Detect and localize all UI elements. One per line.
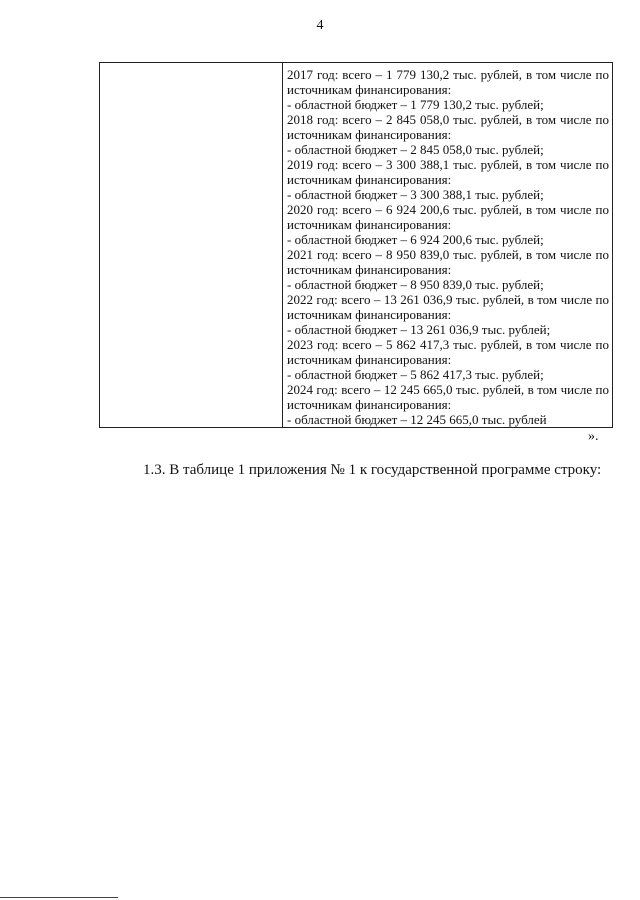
- funding-line: 2022 год: всего – 13 261 036,9 тыс. рублей, в том числе по: [287, 292, 609, 307]
- funding-line: 2021 год: всего – 8 950 839,0 тыс. рублей, в том числе по: [287, 247, 609, 262]
- funding-line: - областной бюджет – 1 779 130,2 тыс. рублей;: [287, 97, 544, 112]
- table-row: [100, 63, 613, 428]
- funding-line: источникам финансирования:: [287, 82, 452, 97]
- funding-line: - областной бюджет – 3 300 388,1 тыс. рублей;: [287, 187, 544, 202]
- funding-line: источникам финансирования:: [287, 397, 452, 412]
- funding-line: - областной бюджет – 5 862 417,3 тыс. рублей;: [287, 367, 544, 382]
- funding-line: - областной бюджет – 12 245 665,0 тыс. рублей: [287, 412, 547, 427]
- funding-line: 2018 год: всего – 2 845 058,0 тыс. рублей, в том числе по: [287, 112, 609, 127]
- funding-line: 2024 год: всего – 12 245 665,0 тыс. рублей, в том числе по: [287, 382, 609, 397]
- funding-line: 2019 год: всего – 3 300 388,1 тыс. рублей, в том числе по: [287, 157, 609, 172]
- funding-line: источникам финансирования:: [287, 352, 452, 367]
- funding-line: источникам финансирования:: [287, 172, 452, 187]
- funding-text: [283, 63, 612, 427]
- funding-line: - областной бюджет – 2 845 058,0 тыс. рублей;: [287, 142, 544, 157]
- funding-line: - областной бюджет – 13 261 036,9 тыс. рублей;: [287, 322, 551, 337]
- table-cell-empty: [100, 63, 283, 428]
- funding-table: [99, 62, 613, 428]
- funding-line: источникам финансирования:: [287, 217, 452, 232]
- funding-line: 2020 год: всего – 6 924 200,6 тыс. рублей, в том числе по: [287, 202, 609, 217]
- funding-line: источникам финансирования:: [287, 307, 452, 322]
- funding-line: 2023 год: всего – 5 862 417,3 тыс. рублей, в том числе по: [287, 337, 609, 352]
- table-cell-funding: [283, 63, 613, 428]
- footer-rule: [0, 897, 118, 898]
- funding-line: - областной бюджет – 6 924 200,6 тыс. рублей;: [287, 232, 544, 247]
- closing-quote: ».: [588, 429, 599, 444]
- funding-line: - областной бюджет – 8 950 839,0 тыс. рублей;: [287, 277, 544, 292]
- funding-line: источникам финансирования:: [287, 262, 452, 277]
- clause-text: 1.3. В таблице 1 приложения № 1 к государственной программе строку:: [143, 462, 602, 478]
- page-number: 4: [316, 18, 324, 33]
- funding-line: источникам финансирования:: [287, 127, 452, 142]
- funding-line: 2017 год: всего – 1 779 130,2 тыс. рублей, в том числе по: [287, 67, 609, 82]
